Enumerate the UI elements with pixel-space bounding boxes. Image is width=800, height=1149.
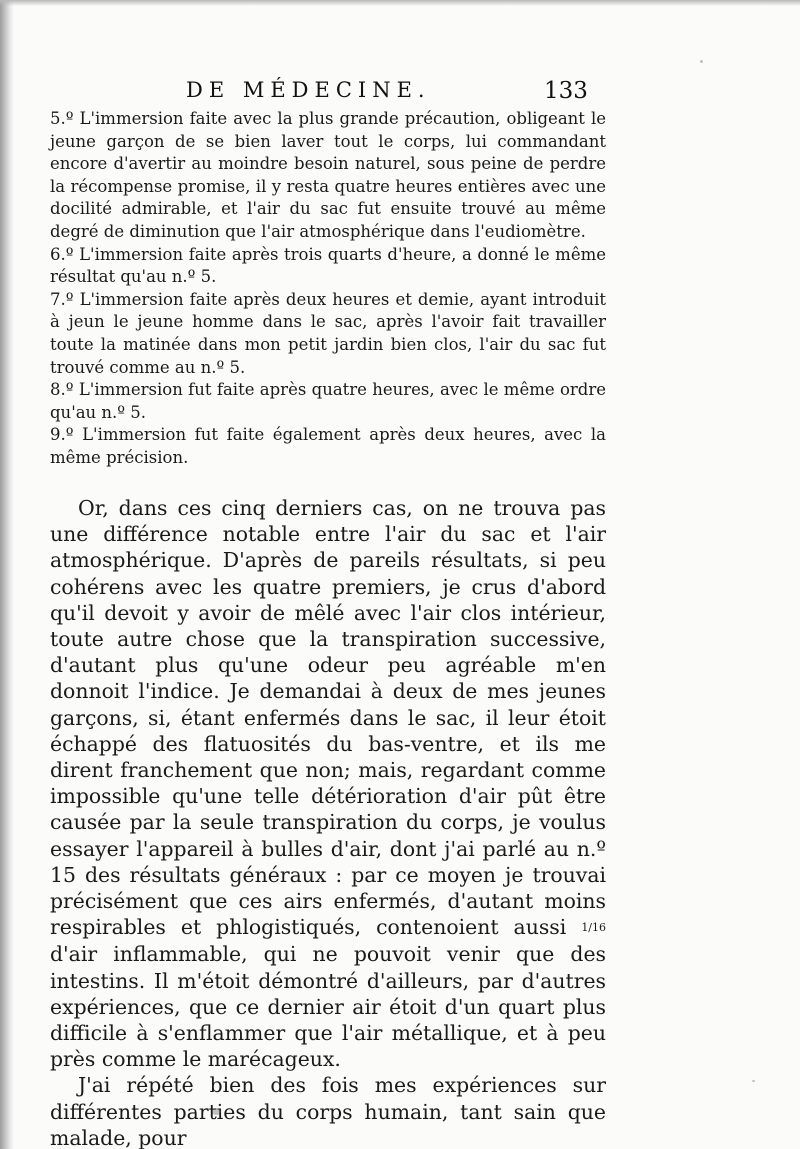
paper-speck (700, 60, 703, 63)
numbered-observations (50, 108, 606, 470)
observation-item: 6.º L'immersion faite après trois quarts d'heure, a donné le même résultat qu'au n.º 5. (50, 244, 606, 287)
page-header (0, 78, 800, 108)
fraction-one-sixteenth: 1/16 (581, 921, 607, 935)
observation-item: 5.º L'immersion faite avec la plus grande précaution, obligeant le jeune garçon de se bien laver tout le corps, lui commandant encore d'avertir au moindre besoin naturel, sous peine de perdre la récompense promise, il y resta quatre heures entières avec une docilité admirable, et l'air du sac fut ensuite trouvé au même degré de diminution que l'air atmosphérique dans l'eudiomètre. (50, 109, 606, 241)
observation-item: 9.º L'immersion fut faite également après deux heures, avec la même précision. (50, 425, 606, 467)
body-text (50, 495, 606, 1149)
paragraph-text: d'air inflammable, qui ne pouvoit venir que des intestins. Il m'étoit démontré d'ailleurs, par d'autres expériences, que ce dernier air étoit d'un quart plus difficile à s'enflammer que l'air métallique, et à peu près comme le marécageux. (50, 942, 606, 1072)
page-top-shadow (0, 0, 800, 6)
page-edge-shadow (0, 0, 14, 1149)
observation-item: 8.º L'immersion fut faite après quatre heures, avec le même ordre qu'au n.º 5. (50, 380, 606, 422)
observation-item: 7.º L'immersion faite après deux heures et demie, ayant introduit à jeun le jeune homme dans le sac, après l'avoir fait travailler toute la matinée dans mon petit jardin bien clos, l'air du sac fut trouvé comme au n.º 5. (50, 289, 606, 377)
page-number: 133 (544, 78, 588, 104)
paragraph-text: Or, dans ces cinq derniers cas, on ne trouva pas une différence notable entre l'air du sac et l'air atmosphérique. D'après de pareils résultats, si peu cohérens avec les quatre premiers, je crus d'abord qu'il devoit y avoir de mêlé avec l'air clos intérieur, toute autre chose que la transpiration successive, d'autant plus qu'une odeur peu agréable m'en donnoit l'indice. Je demandai à deux de mes jeunes garçons, si, étant enfermés dans le sac, il leur étoit échappé des flatuosités du bas-ventre, et ils me dirent franchement que non; mais, regardant comme impossible qu'une telle détérioration d'air pût être causée par la seule transpiration du corps, je voulus essayer l'appareil à bulles d'air, dont j'ai parlé au n.º 15 des résultats généraux : par ce moyen je trouvai précisément que ces airs enfermés, d'autant moins respirables et phlogistiqués, contenoient aussi (50, 496, 606, 940)
body-paragraph (50, 495, 606, 1072)
paper-speck (212, 1108, 221, 1115)
running-head: DE MÉDECINE. (186, 78, 431, 102)
body-paragraph: J'ai répété bien des fois mes expériences sur différentes parties du corps humain, tant sain que malade, pour (50, 1073, 606, 1149)
paper-speck (752, 1080, 755, 1082)
